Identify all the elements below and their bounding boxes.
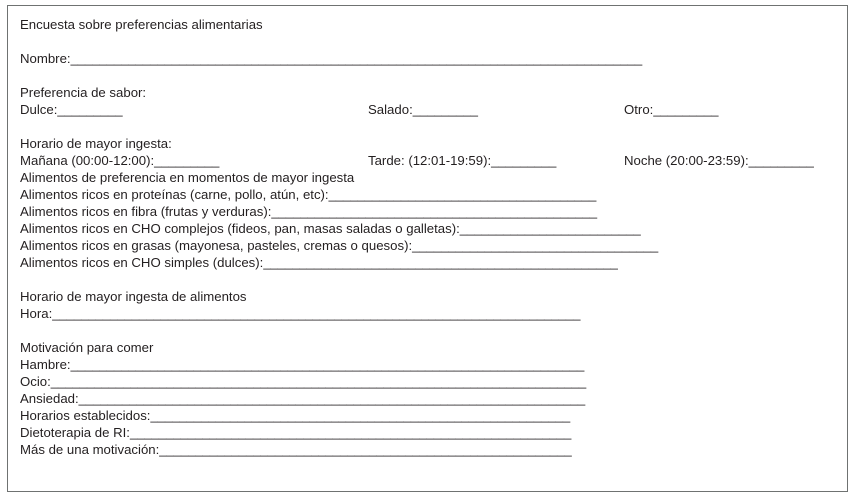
preferred-foods-heading: Alimentos de preferencia en momentos de mayor ingesta bbox=[20, 170, 355, 185]
motivation-ocio-label: Ocio: bbox=[20, 374, 51, 389]
page-title: Encuesta sobre preferencias alimentarias bbox=[20, 17, 263, 32]
preferred-food-simple-cho[interactable] bbox=[20, 254, 837, 271]
spacer-after-taste bbox=[20, 118, 837, 135]
preferred-food-simple-cho-label: Alimentos ricos en CHO simples (dulces): bbox=[20, 255, 264, 270]
preferred-food-fats-blank[interactable]: __________________________________ bbox=[412, 238, 659, 253]
motivation-hambre[interactable] bbox=[20, 356, 837, 373]
taste-option-otro-label: Otro: bbox=[624, 102, 654, 117]
preferred-food-complex-cho-label: Alimentos ricos en CHO complejos (fideos, pan, masas saladas o galletas): bbox=[20, 221, 460, 236]
name-field-row bbox=[20, 50, 837, 67]
motivation-multiple[interactable] bbox=[20, 441, 837, 458]
preferred-food-complex-cho-blank[interactable]: _________________________ bbox=[459, 221, 641, 236]
intake-time-field[interactable] bbox=[20, 305, 837, 322]
preferred-food-fiber-blank[interactable]: _____________________________________________ bbox=[271, 204, 597, 219]
motivation-ansiedad-blank[interactable]: ______________________________________________________________________ bbox=[78, 391, 586, 406]
intake-option-manana[interactable] bbox=[20, 152, 219, 169]
name-field-blank[interactable]: _______________________________________________________________________________ bbox=[70, 51, 643, 66]
taste-preference-options-row bbox=[20, 101, 837, 118]
taste-preference-heading: Preferencia de sabor: bbox=[20, 85, 147, 100]
preferred-food-fats-label: Alimentos ricos en grasas (mayonesa, pasteles, cremas o quesos): bbox=[20, 238, 413, 253]
preferred-food-fiber[interactable] bbox=[20, 203, 837, 220]
intake-option-tarde-blank[interactable]: _________ bbox=[491, 153, 557, 168]
motivation-dietoterapia-label: Dietoterapia de RI: bbox=[20, 425, 130, 440]
intake-time-label: Hora: bbox=[20, 306, 53, 321]
spacer-after-name bbox=[20, 67, 837, 84]
preferred-food-fats[interactable] bbox=[20, 237, 837, 254]
intake-schedule-options-row bbox=[20, 152, 837, 169]
intake-time-blank[interactable]: _________________________________________________________________________ bbox=[52, 306, 581, 321]
intake-option-tarde[interactable] bbox=[368, 152, 556, 169]
motivation-ansiedad-label: Ansiedad: bbox=[20, 391, 79, 406]
intake-time-heading: Horario de mayor ingesta de alimentos bbox=[20, 289, 247, 304]
taste-option-otro[interactable] bbox=[624, 101, 718, 118]
motivation-hambre-blank[interactable]: _______________________________________________________________________ bbox=[70, 357, 585, 372]
taste-option-dulce-blank[interactable]: _________ bbox=[57, 102, 123, 117]
preferred-food-simple-cho-blank[interactable]: _________________________________________________ bbox=[263, 255, 618, 270]
preferred-food-protein-label: Alimentos ricos en proteínas (carne, pollo, atún, etc): bbox=[20, 187, 329, 202]
intake-schedule-heading: Horario de mayor ingesta: bbox=[20, 136, 172, 151]
taste-option-dulce[interactable] bbox=[20, 101, 123, 118]
intake-option-noche[interactable] bbox=[624, 152, 814, 169]
preferred-food-fiber-label: Alimentos ricos en fibra (frutas y verduras): bbox=[20, 204, 272, 219]
intake-option-noche-blank[interactable]: _________ bbox=[748, 153, 814, 168]
survey-form-frame bbox=[7, 5, 848, 492]
motivation-ansiedad[interactable] bbox=[20, 390, 837, 407]
preferred-food-complex-cho[interactable] bbox=[20, 220, 837, 237]
spacer-after-intake-time bbox=[20, 322, 837, 339]
intake-option-tarde-label: Tarde: (12:01-19:59): bbox=[368, 153, 492, 168]
motivation-horarios[interactable] bbox=[20, 407, 837, 424]
intake-option-manana-label: Mañana (00:00-12:00): bbox=[20, 153, 155, 168]
motivation-dietoterapia-blank[interactable]: _____________________________________________________________ bbox=[129, 425, 572, 440]
intake-schedule-heading-row bbox=[20, 135, 837, 152]
taste-option-salado-label: Salado: bbox=[368, 102, 413, 117]
motivation-multiple-blank[interactable]: _________________________________________________________ bbox=[159, 442, 572, 457]
taste-option-otro-blank[interactable]: _________ bbox=[653, 102, 719, 117]
name-field-label: Nombre: bbox=[20, 51, 71, 66]
preferred-food-protein-blank[interactable]: _____________________________________ bbox=[328, 187, 597, 202]
intake-option-manana-blank[interactable]: _________ bbox=[154, 153, 220, 168]
preferred-food-protein[interactable] bbox=[20, 186, 837, 203]
motivation-hambre-label: Hambre: bbox=[20, 357, 71, 372]
taste-option-salado-blank[interactable]: _________ bbox=[412, 102, 478, 117]
survey-form-content bbox=[20, 16, 837, 458]
intake-option-noche-label: Noche (20:00-23:59): bbox=[624, 153, 749, 168]
taste-option-salado[interactable] bbox=[368, 101, 478, 118]
motivation-ocio-blank[interactable]: __________________________________________________________________________ bbox=[50, 374, 587, 389]
motivation-dietoterapia[interactable] bbox=[20, 424, 837, 441]
name-field-label-and-blank[interactable] bbox=[20, 50, 642, 67]
motivation-horarios-label: Horarios establecidos: bbox=[20, 408, 151, 423]
motivation-multiple-label: Más de una motivación: bbox=[20, 442, 160, 457]
spacer-after-preferred-foods bbox=[20, 271, 837, 288]
taste-option-dulce-label: Dulce: bbox=[20, 102, 58, 117]
motivation-horarios-blank[interactable]: __________________________________________________________ bbox=[150, 408, 571, 423]
taste-preference-heading-row bbox=[20, 84, 837, 101]
motivation-heading: Motivación para comer bbox=[20, 340, 154, 355]
motivation-ocio[interactable] bbox=[20, 373, 837, 390]
